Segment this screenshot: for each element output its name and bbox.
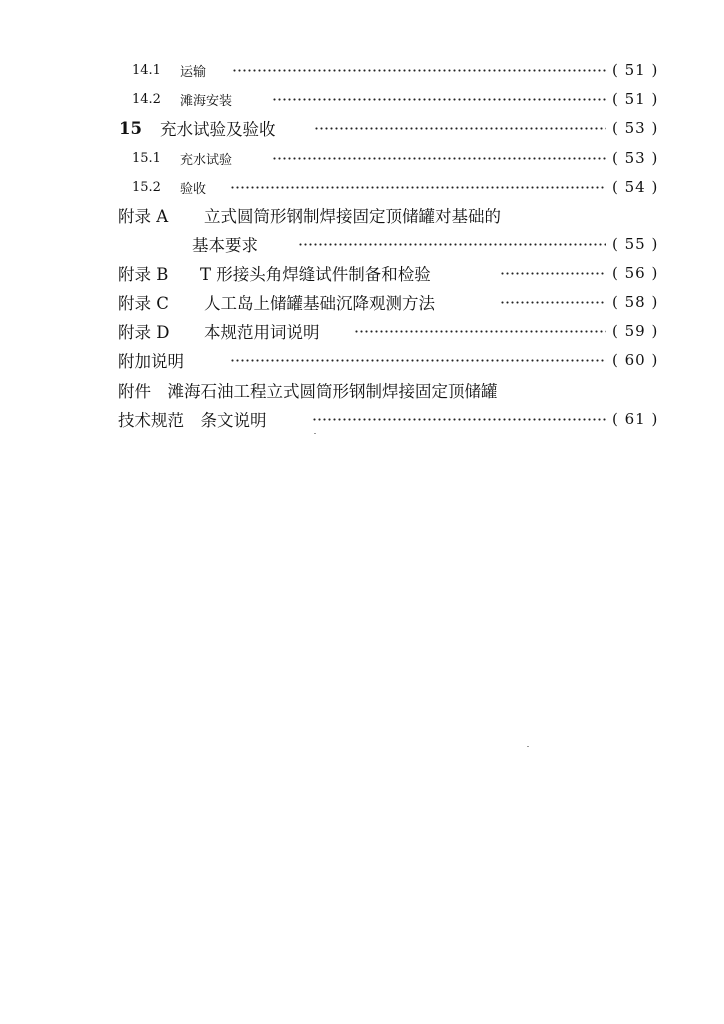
section-number: 15.2 <box>132 179 161 195</box>
dot-leader <box>230 359 606 362</box>
dot-leader <box>230 186 606 189</box>
section-title: T 形接头角焊缝试件制备和检验 <box>200 265 431 284</box>
page-number: ( 55 ) <box>612 235 659 253</box>
page-number: ( 59 ) <box>612 322 659 340</box>
dot-leader <box>500 301 606 304</box>
toc-entry <box>0 348 724 372</box>
section-title: 立式圆筒形钢制焊接固定顶储罐对基础的 <box>204 207 501 226</box>
page-number: ( 53 ) <box>612 119 659 137</box>
dot-leader <box>272 98 606 101</box>
toc-entry <box>0 146 724 170</box>
page-number: ( 51 ) <box>612 90 659 108</box>
toc-entry <box>0 203 724 227</box>
section-number: 14.1 <box>132 62 161 78</box>
section-title: 验收 <box>180 181 207 197</box>
dot-leader <box>500 272 606 275</box>
appendix-label: 附录 C <box>118 294 169 313</box>
scan-speck <box>527 746 529 747</box>
toc-entry <box>0 378 724 402</box>
page-number: ( 61 ) <box>612 410 659 428</box>
toc-entry <box>0 87 724 111</box>
dot-leader <box>272 157 606 160</box>
section-title: 附加说明 <box>118 352 184 371</box>
section-title: 滩海安装 <box>180 93 233 109</box>
dot-leader <box>354 330 606 333</box>
dot-leader <box>232 69 606 72</box>
section-title: 充水试验 <box>180 152 233 168</box>
section-number: 14.2 <box>132 91 161 107</box>
page-number: ( 58 ) <box>612 293 659 311</box>
section-title: 运输 <box>180 64 207 80</box>
section-title: 人工岛上储罐基础沉降观测方法 <box>204 294 435 313</box>
section-number: 15.1 <box>132 150 161 166</box>
toc-entry <box>0 261 724 285</box>
section-title: 本规范用词说明 <box>204 323 320 342</box>
section-title: 附件 滩海石油工程立式圆筒形钢制焊接固定顶储罐 <box>118 382 498 401</box>
section-title: 基本要求 <box>192 236 258 255</box>
section-number: 15 <box>119 118 142 138</box>
page-number: ( 60 ) <box>612 351 659 369</box>
section-title: 充水试验及验收 <box>160 120 276 139</box>
dot-leader <box>298 243 606 246</box>
page-number: ( 56 ) <box>612 264 659 282</box>
toc-entry <box>0 175 724 199</box>
page-number: ( 53 ) <box>612 149 659 167</box>
toc-entry <box>0 116 724 140</box>
toc-entry-continuation <box>0 407 724 431</box>
appendix-label: 附录 D <box>118 323 170 342</box>
appendix-label: 附录 A <box>118 207 169 226</box>
page-number: ( 51 ) <box>612 61 659 79</box>
toc-entry-continuation <box>0 232 724 256</box>
toc-entry <box>0 319 724 343</box>
toc-entry <box>0 58 724 82</box>
section-title: 技术规范 条文说明 <box>118 411 267 430</box>
dot-leader <box>314 127 606 130</box>
scan-speck <box>314 433 316 434</box>
page-number: ( 54 ) <box>612 178 659 196</box>
dot-leader <box>312 418 606 421</box>
toc-entry <box>0 290 724 314</box>
appendix-label: 附录 B <box>118 265 169 284</box>
